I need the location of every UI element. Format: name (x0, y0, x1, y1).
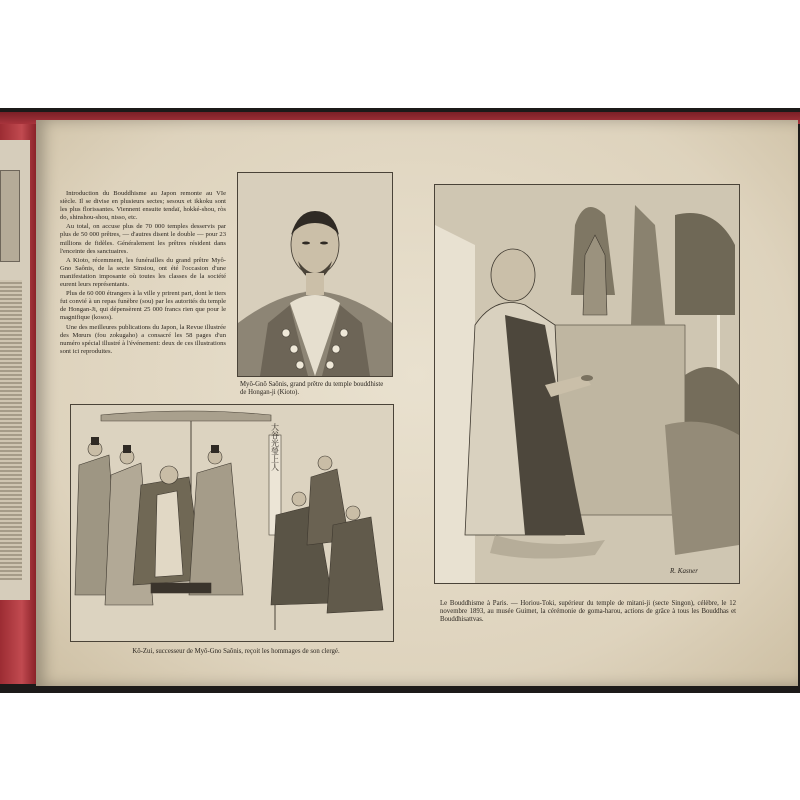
intro-paragraph-5: Une des meilleures publications du Japon, la Revue illustrée des Mœurs (fou zokugaho) a consacré les 58 pages d'un numéro spécial illustré à l'événement: deux de ces illustrations sont ici reproduites. (60, 323, 226, 355)
priest-portrait-figure (237, 172, 393, 377)
intro-paragraph-4: Plus de 60 000 étrangers à la ville y prirent part, dont le tiers fut convié à un repas funèbre (sou) par les autorités du temple de Hongan-Ji, qui dépensèrent 25 000 francs rien que pour le magnifique (kosos). (60, 290, 226, 322)
priest-portrait-illustration (238, 173, 392, 376)
buddhism-paris-illustration (435, 185, 739, 583)
ceremony-caption: Kô-Zui, successeur de Myô-Gno Saônis, reçoit les hommages de son clergé. (132, 648, 340, 655)
banner-text: 大谷光瑩上人 (270, 423, 280, 471)
previous-page-figure (0, 170, 20, 262)
previous-page-illustration (0, 280, 22, 580)
ceremony-figure (70, 404, 394, 642)
intro-text (60, 190, 226, 357)
ceremony-illustration (71, 405, 393, 641)
buddhism-paris-caption: Le Bouddhisme à Paris. — Horiou-Toki, supérieur du temple de mitani-ji (secte Singon), célèbre, le 12 novembre 1893, au musée Guimet, la cérémonie de goma-harou, actions de grâce à tous les Bouddhas et Bouddhisattvas. (440, 600, 736, 624)
artist-signature: R. Kasner (670, 567, 698, 575)
intro-paragraph-2: Au total, on accuse plus de 70 000 temples desservis par plus de 50 000 prêtres, — d'autres disent le double — pour 23 millions de fidèles. Généralement les prêtres résident dans l'enceinte des sanctuaires. (60, 223, 226, 255)
intro-paragraph-3: A Kioto, récemment, les funérailles du grand prêtre Myô-Gno Saônis, de la secte Sinsiou, ont été l'occasion d'une manifestation imposante où toutes les classes de la société eurent leurs représentants. (60, 256, 226, 289)
portrait-caption: Myô-Gnô Saônis, grand prêtre du temple bouddhiste de Hongan-ji (Kioto). (240, 381, 384, 397)
buddhism-paris-figure (434, 184, 740, 584)
intro-paragraph-1: Introduction du Bouddhisme au Japon remonte au VIe siècle. Il se divise en plusieurs sectes; sesoux et ikkoku sont les plus florissantes. Viennent ensuite tendaï, hokké-shou, ròs do, shinshou-shou, nisso, etc. (60, 190, 226, 222)
